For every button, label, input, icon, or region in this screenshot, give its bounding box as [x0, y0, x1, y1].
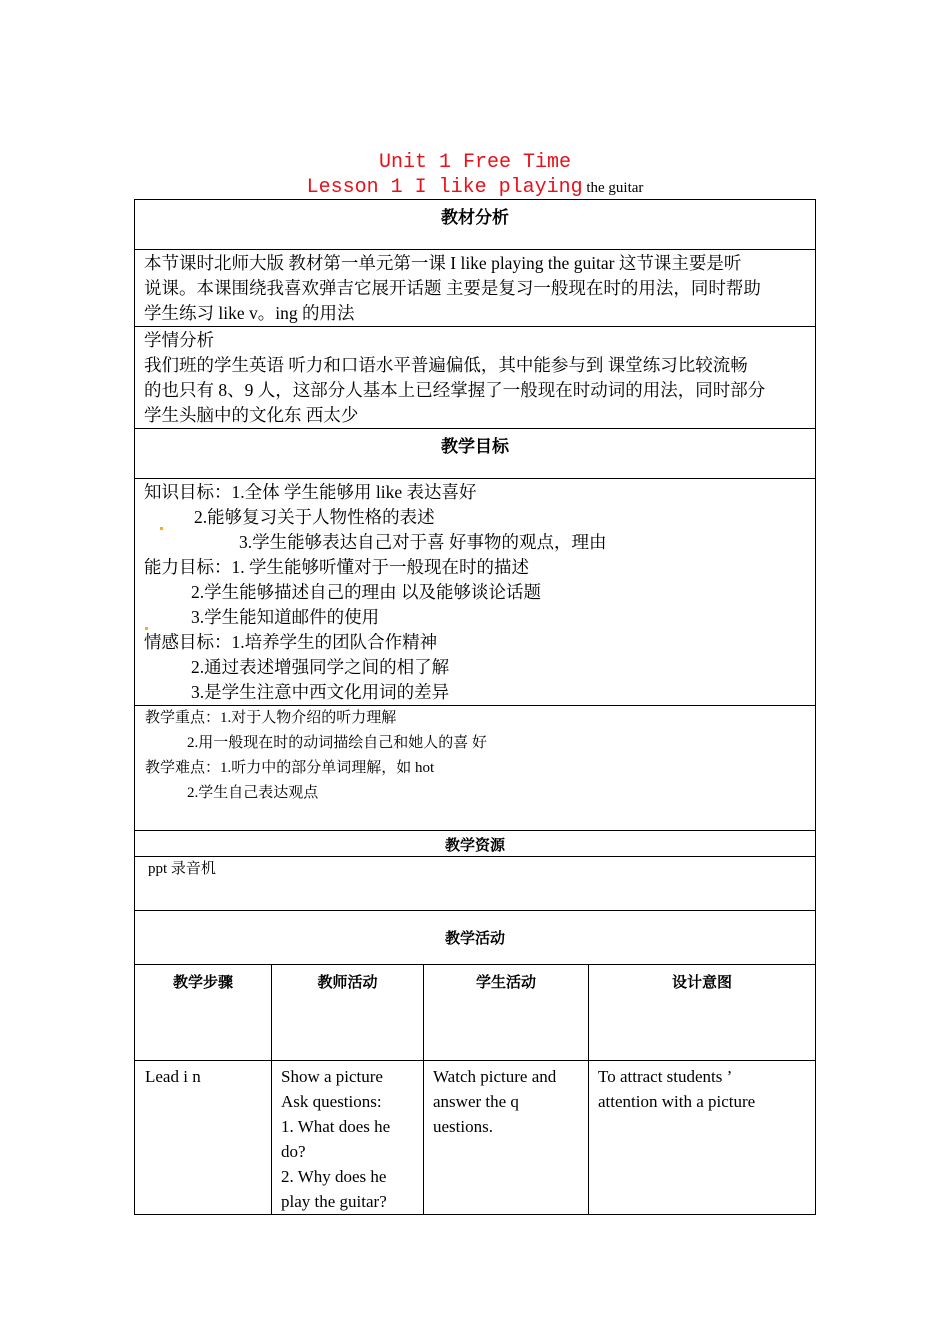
col-header-student: 学生活动	[424, 965, 589, 1061]
key-points	[135, 706, 816, 831]
goal-item: 3.学生能够表达自己对于喜 好事物的观点，理由	[239, 532, 607, 552]
cell-line: answer the q	[433, 1092, 519, 1111]
lesson-title	[0, 175, 950, 201]
text-line: 学生练习 like v。ing 的用法	[144, 303, 355, 323]
cell-line: Watch picture and	[433, 1067, 557, 1086]
col-header-step: 教学步骤	[135, 965, 272, 1061]
cell-line: do?	[281, 1142, 306, 1161]
col-header-purpose: 设计意图	[589, 965, 816, 1061]
teacher-cell	[272, 1061, 424, 1215]
goal-item: 3.学生能知道邮件的使用	[191, 607, 380, 627]
step-cell: Lead i n	[135, 1061, 272, 1215]
cell-line: attention with a picture	[598, 1092, 756, 1111]
table-row	[135, 1061, 816, 1215]
goal-item: 2.能够复习关于人物性格的表述	[194, 507, 435, 527]
lesson-title-main: Lesson 1 I like playing	[306, 176, 583, 199]
teaching-resources-heading: 教学资源	[135, 831, 816, 857]
student-cell	[424, 1061, 589, 1215]
lesson-title-suffix: the guitar	[582, 180, 644, 196]
text-line: 说课。本课围绕我喜欢弹吉它展开话题 主要是复习一般现在时的用法，同时帮助	[144, 278, 761, 298]
teaching-goals-heading: 教学目标	[135, 429, 816, 479]
knowledge-goal-label: 知识目标：	[144, 482, 232, 502]
key-point-line: 2.学生自己表达观点	[187, 785, 319, 801]
unit-title: Unit 1 Free Time	[378, 151, 572, 174]
text-line: 的也只有 8、9 人，这部分人基本上已经掌握了一般现在时动词的用法，同时部分	[144, 380, 766, 400]
learner-analysis	[135, 327, 816, 429]
cell-line: play the guitar?	[281, 1192, 387, 1211]
cell-line: Show a picture	[281, 1067, 383, 1086]
key-point-line: 教学重点：1.对于人物介绍的听力理解	[145, 710, 397, 726]
goal-item: 1.培养学生的团队合作精神	[231, 632, 438, 652]
purpose-cell	[589, 1061, 816, 1215]
teaching-resources-text: ppt 录音机	[135, 857, 816, 911]
cell-line: 2. Why does he	[281, 1167, 387, 1186]
learner-analysis-heading: 学情分析	[144, 330, 214, 350]
text-line: 学生头脑中的文化东 西太少	[144, 405, 359, 425]
teaching-goals-text	[135, 479, 816, 706]
material-analysis-text	[135, 250, 816, 327]
goal-item: 1.全体 学生能够用 like 表达喜好	[231, 482, 477, 502]
ability-goal-label: 能力目标：	[144, 557, 232, 577]
teaching-activities-heading: 教学活动	[135, 911, 816, 965]
material-analysis-heading: 教材分析	[135, 200, 816, 250]
cell-line: Ask questions:	[281, 1092, 382, 1111]
key-point-line: 教学难点：1.听力中的部分单词理解，如 hot	[145, 760, 435, 776]
emotion-goal-label: 情感目标：	[144, 632, 232, 652]
goal-item: 1. 学生能够听懂对于一般现在时的描述	[231, 557, 529, 577]
cell-line: To attract students ’	[598, 1067, 733, 1086]
goal-item: 3.是学生注意中西文化用词的差异	[191, 682, 450, 702]
mark-dot	[160, 527, 163, 530]
text-line: 本节课时北师大版 教材第一单元第一课 I like playing the guitar 这节课主要是听	[144, 253, 742, 273]
title-block	[0, 150, 950, 201]
goal-item: 2.通过表述增强同学之间的相了解	[191, 657, 450, 677]
col-header-teacher: 教师活动	[272, 965, 424, 1061]
text-line: 我们班的学生英语 听力和口语水平普遍偏低，其中能参与到 课堂练习比较流畅	[144, 355, 748, 375]
goal-item: 2.学生能够描述自己的理由 以及能够谈论话题	[191, 582, 541, 602]
key-point-line: 2.用一般现在时的动词描绘自己和她人的喜 好	[187, 735, 488, 751]
cell-line: uestions.	[433, 1117, 493, 1136]
cell-line: 1. What does he	[281, 1117, 391, 1136]
lesson-plan-table	[134, 199, 816, 1215]
